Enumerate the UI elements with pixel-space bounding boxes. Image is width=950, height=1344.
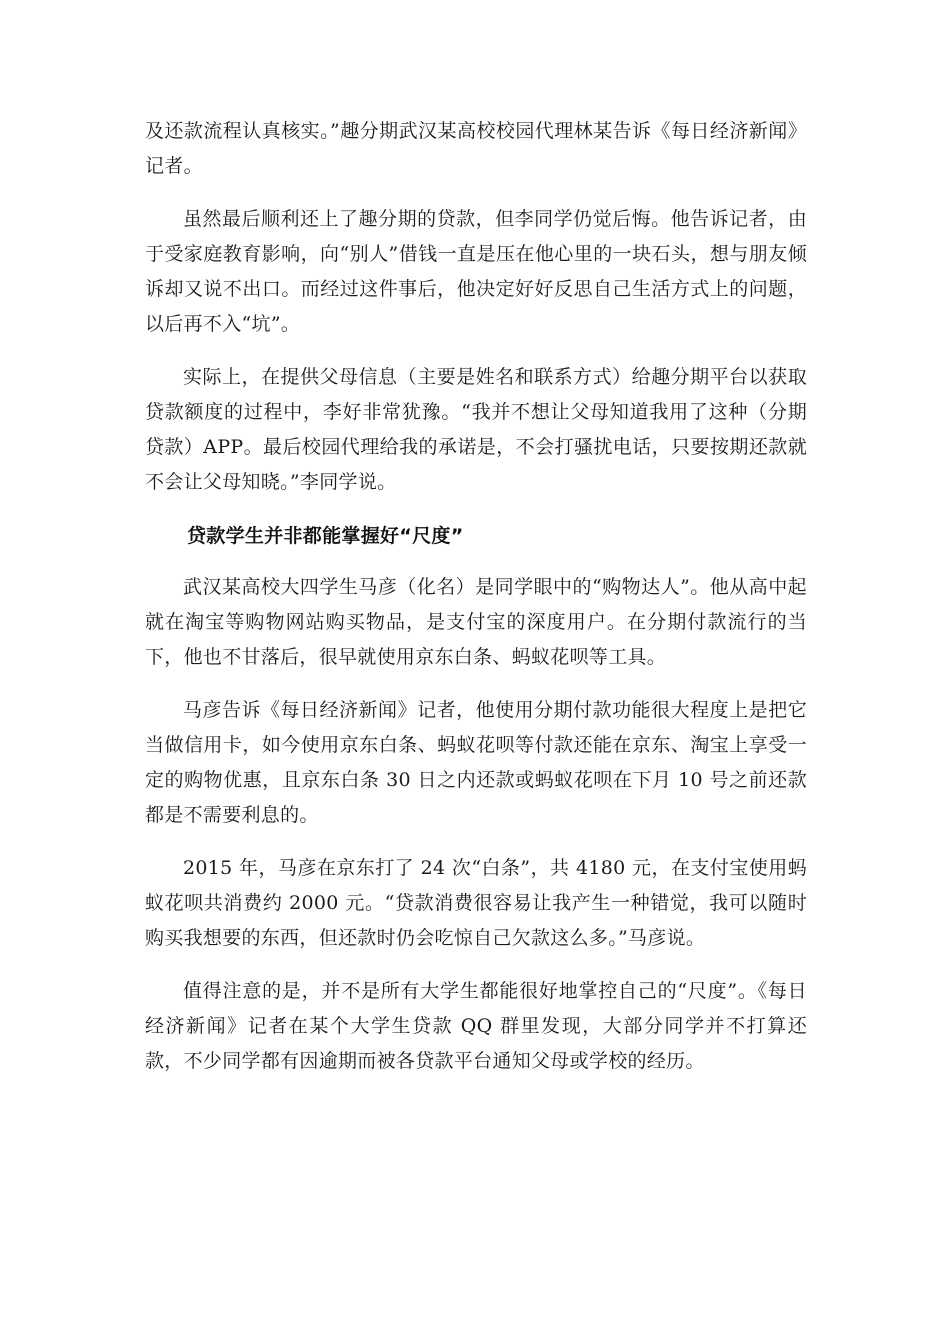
paragraph-continuation: 及还款流程认真核实。”趣分期武汉某高校校园代理林某告诉《每日经济新闻》记者。 xyxy=(145,120,807,177)
paragraph-overdue: 值得注意的是，并不是所有大学生都能很好地掌控自己的“尺度”。《每日经济新闻》记者在某个大学生贷款 QQ 群里发现，大部分同学并不打算还款，不少同学都有因逾期而被各贷款平台通知父母或学校的经历。 xyxy=(145,980,807,1072)
section-heading: 贷款学生并非都能掌握好“尺度” xyxy=(187,525,464,547)
paragraph-credit-usage: 马彦告诉《每日经济新闻》记者，他使用分期付款功能很大程度上是把它当做信用卡，如今使用京东白条、蚂蚁花呗等付款还能在京东、淘宝上享受一定的购物优惠，且京东白条 30 日之内还款或蚂蚁花呗在下月 10 号之前还款都是不需要利息的。 xyxy=(145,699,807,826)
article-body xyxy=(145,114,807,1097)
paragraph-regret: 虽然最后顺利还上了趣分期的贷款，但李同学仍觉后悔。他告诉记者，由于受家庭教育影响，向“别人”借钱一直是压在他心里的一块石头，想与朋友倾诉却又说不出口。而经过这件事后，他决定好好反思自己生活方式上的问题，以后再不入“坑”。 xyxy=(145,208,807,335)
paragraph-spending-2015: 2015 年，马彦在京东打了 24 次“白条”，共 4180 元，在支付宝使用蚂蚁花呗共消费约 2000 元。“贷款消费很容易让我产生一种错觉，我可以随时购买我想要的东西，但还款时仍会吃惊自己欠款这么多。”马彦说。 xyxy=(145,857,807,949)
paragraph-shopping-expert: 武汉某高校大四学生马彦（化名）是同学眼中的“购物达人”。他从高中起就在淘宝等购物网站购买物品，是支付宝的深度用户。在分期付款流行的当下，他也不甘落后，很早就使用京东白条、蚂蚁花呗等工具。 xyxy=(145,576,807,668)
paragraph-parent-info: 实际上，在提供父母信息（主要是姓名和联系方式）给趣分期平台以获取贷款额度的过程中，李好非常犹豫。“我并不想让父母知道我用了这种（分期贷款）APP。最后校园代理给我的承诺是，不会打骚扰电话，只要按期还款就不会让父母知晓。”李同学说。 xyxy=(145,366,807,493)
